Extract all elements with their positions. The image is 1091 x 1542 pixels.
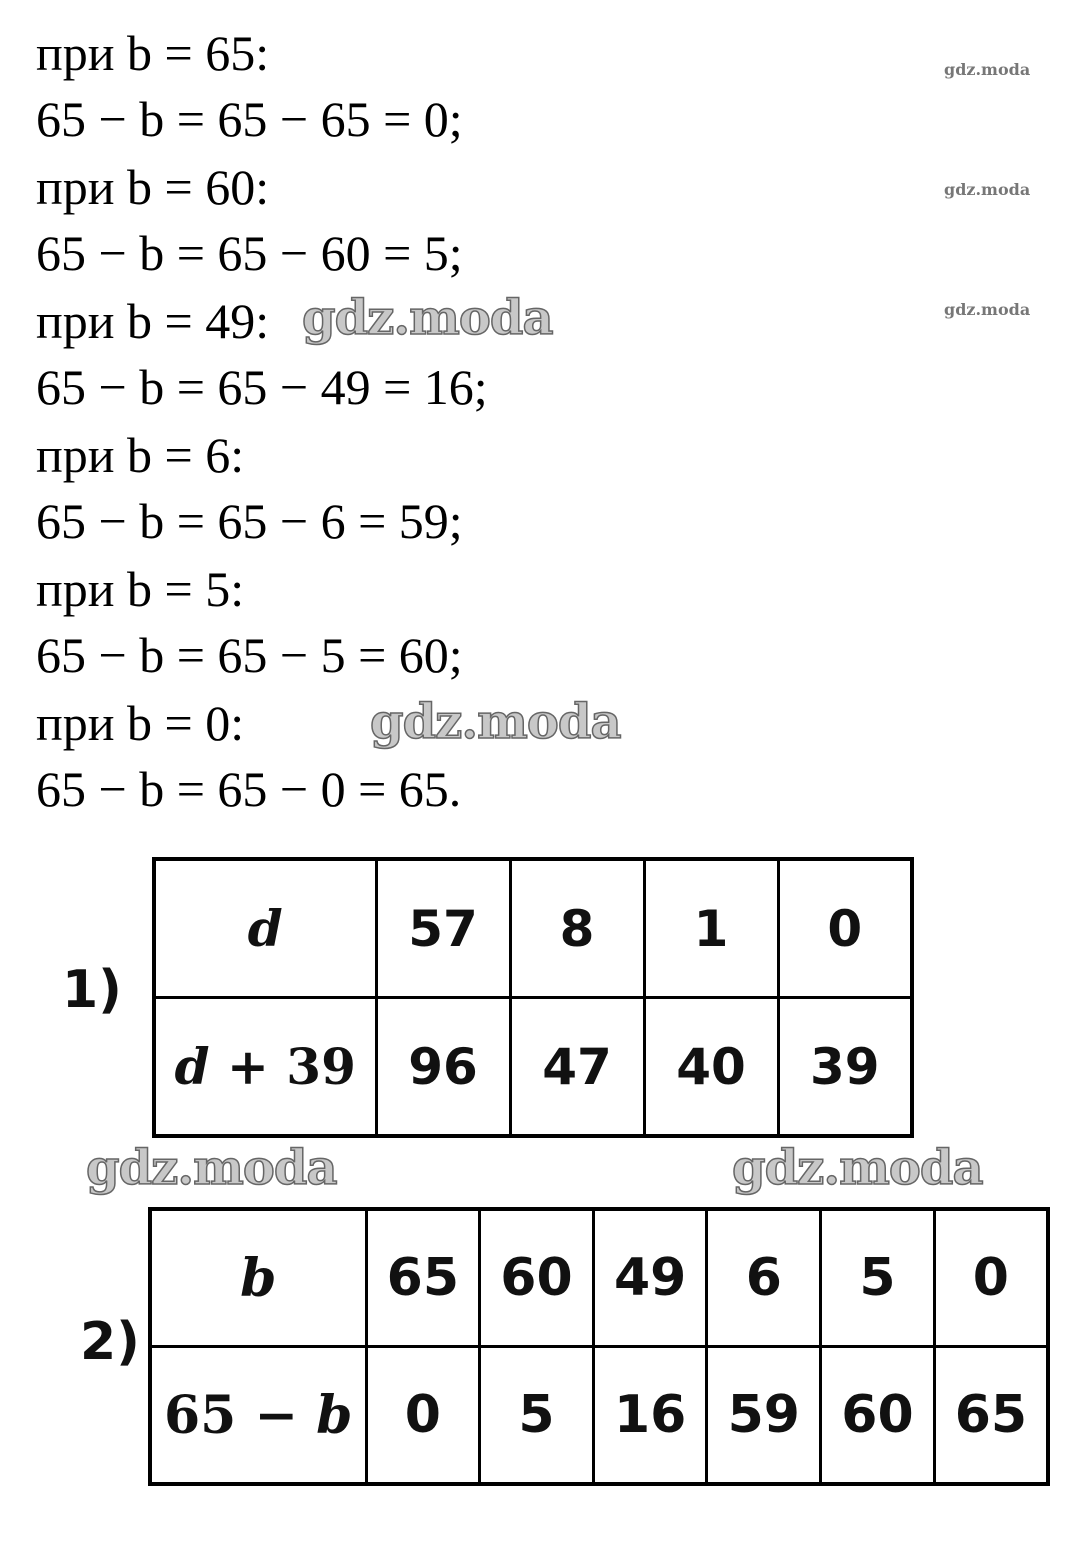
condition-line: при b = 60:	[36, 159, 270, 215]
table-header-cell: 65 − b	[150, 1347, 366, 1485]
table-cell: 6	[707, 1209, 821, 1347]
table-cell: 0	[366, 1347, 480, 1485]
table-cell: 47	[510, 998, 644, 1137]
table-cell: 16	[593, 1347, 707, 1485]
table-header-cell: b	[150, 1209, 366, 1347]
table-label: 2)	[80, 1312, 140, 1372]
table-cell: 8	[510, 859, 644, 998]
table-cell: 65	[934, 1347, 1048, 1485]
table-cell: 96	[376, 998, 510, 1137]
condition-line: при b = 49:	[36, 293, 270, 349]
table-row	[150, 1347, 1048, 1485]
watermark: gdz.moda	[86, 1140, 337, 1196]
table-cell: 5	[480, 1347, 594, 1485]
table-cell: 60	[821, 1347, 935, 1485]
condition-line: при b = 0:	[36, 695, 245, 751]
watermark: gdz.moda	[944, 300, 1031, 319]
equation-line: 65 − b = 65 − 5 = 60;	[36, 627, 463, 683]
table-row	[154, 998, 912, 1137]
table-cell: 57	[376, 859, 510, 998]
condition-line: при b = 5:	[36, 561, 245, 617]
equation-line: 65 − b = 65 − 6 = 59;	[36, 493, 463, 549]
equation-line: 65 − b = 65 − 60 = 5;	[36, 225, 463, 281]
table-header-cell: d + 39	[154, 998, 376, 1137]
table-cell: 40	[644, 998, 778, 1137]
table-cell: 0	[934, 1209, 1048, 1347]
equation-line: 65 − b = 65 − 49 = 16;	[36, 359, 488, 415]
watermark: gdz.moda	[944, 180, 1031, 199]
condition-line: при b = 6:	[36, 427, 245, 483]
table-cell: 0	[778, 859, 912, 998]
table-row	[150, 1209, 1048, 1347]
watermark: gdz.moda	[302, 290, 553, 346]
table-label: 1)	[62, 960, 122, 1020]
value-table-1	[152, 857, 914, 1138]
table-cell: 5	[821, 1209, 935, 1347]
table-cell: 1	[644, 859, 778, 998]
table-cell: 59	[707, 1347, 821, 1485]
watermark: gdz.moda	[732, 1140, 983, 1196]
table-row	[154, 859, 912, 998]
equation-line: 65 − b = 65 − 65 = 0;	[36, 91, 463, 147]
table-cell: 49	[593, 1209, 707, 1347]
watermark: gdz.moda	[370, 694, 621, 750]
table-cell: 65	[366, 1209, 480, 1347]
watermark: gdz.moda	[944, 60, 1031, 79]
equation-line: 65 − b = 65 − 0 = 65.	[36, 761, 462, 817]
condition-line: при b = 65:	[36, 25, 270, 81]
table-cell: 39	[778, 998, 912, 1137]
table-header-cell: d	[154, 859, 376, 998]
value-table-2	[148, 1207, 1050, 1486]
table-cell: 60	[480, 1209, 594, 1347]
